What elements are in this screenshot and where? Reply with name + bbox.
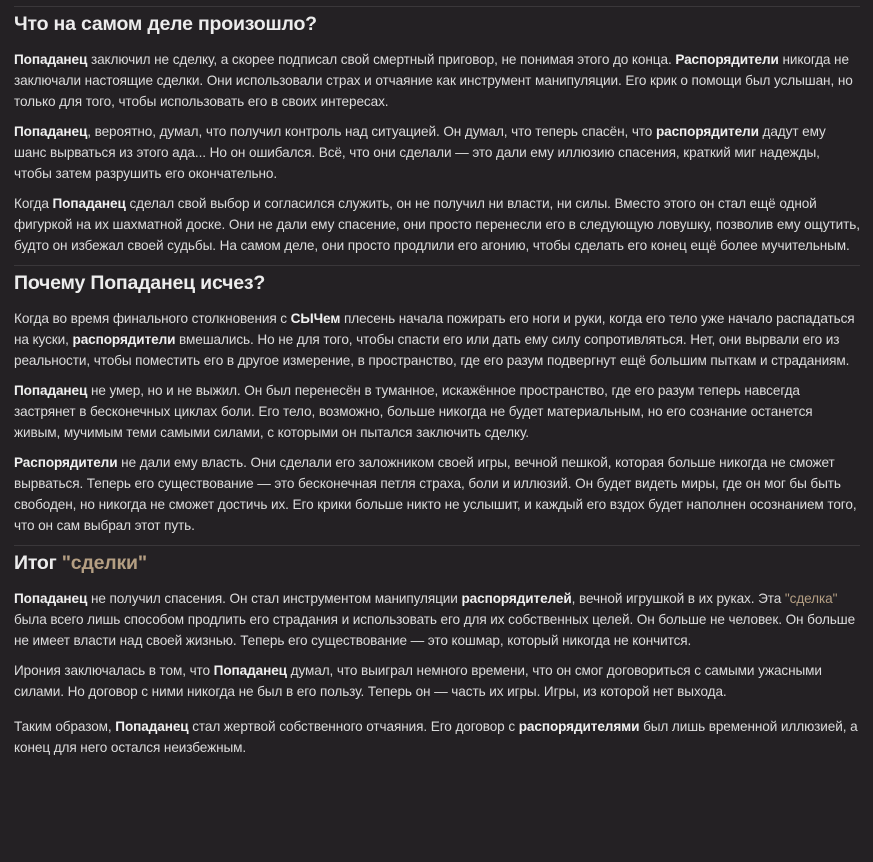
section	[14, 6, 860, 256]
text-segment: был лишь временной иллюзией, а конец для него остался неизбежным.	[14, 719, 858, 755]
section-heading	[14, 270, 860, 296]
bold-text: Попаданец	[213, 663, 287, 678]
text-segment: , вероятно, думал, что получил контроль над ситуацией. Он думал, что теперь спасён, что	[87, 124, 656, 139]
text-segment: , вечной игрушкой в их руках. Эта	[571, 591, 785, 606]
text-segment: вмешались. Но не для того, чтобы спасти его или дать ему силу сопротивляться. Нет, они вырвали его из реальности, чтобы поместить его в другое измерение, в пространство, где его разум подвергнут ещё большим пыткам и страданиям.	[14, 332, 850, 368]
bold-text: Попаданец	[14, 52, 88, 67]
bold-text: распорядители	[72, 332, 176, 347]
bold-text: Попаданец	[115, 719, 189, 734]
bold-text: распорядителей	[461, 591, 572, 606]
bold-text: Попаданец	[52, 196, 126, 211]
bold-text: Попаданец	[14, 591, 88, 606]
text-segment: Когда во время финального столкновения с	[14, 311, 291, 326]
text-segment: плесень начала пожирать его ноги и руки, когда его тело уже начало распадаться на куски,	[14, 311, 855, 347]
paragraph	[14, 380, 860, 443]
text-segment: не получил спасения. Он стал инструментом манипуляции	[87, 591, 462, 606]
paragraph	[14, 193, 860, 256]
bold-text: распорядители	[655, 124, 759, 139]
text-segment: дадут ему шанс вырваться из этого ада... Но он ошибался. Всё, что они сделали — это дали ему иллюзию спасения, краткий миг надежды, чтобы затем разрушить его окончательно.	[14, 124, 826, 181]
paragraph	[14, 452, 860, 536]
paragraph	[14, 588, 860, 651]
quoted-text: "сделки"	[61, 552, 147, 574]
text-segment: никогда не заключали настоящие сделки. Они использовали страх и отчаяние как инструмент манипуляции. Его крик о помощи был услышан, но только для того, чтобы использовать его в своих интересах.	[14, 52, 853, 109]
paragraph	[14, 49, 860, 112]
text-segment: не дали ему власть. Они сделали его заложником своей игры, вечной пешкой, которая больше никогда не сможет вырваться. Теперь его существование — это бесконечная петля страха, боли и иллюзий. Он будет видеть миры, где он мог бы быть свободен, но никогда не сможет достичь их. Его крики больше никто не услышит, и каждый его вздох будет наполнен осознанием того, что он сам выбрал этот путь.	[14, 455, 857, 533]
bold-text: Попаданец	[14, 383, 88, 398]
text-segment: Итог	[14, 552, 62, 574]
bold-text: Попаданец	[14, 124, 88, 139]
paragraph	[14, 121, 860, 184]
text-segment: Что на самом деле произошло?	[14, 13, 317, 35]
text-segment: Почему Попаданец исчез?	[14, 272, 266, 294]
bold-text: Распорядители	[14, 455, 118, 470]
bold-text: Распорядители	[675, 52, 779, 67]
section	[14, 265, 860, 536]
section-heading	[14, 11, 860, 37]
text-segment: думал, что выиграл немного времени, что он смог договориться с самыми ужасными силами. Но договор с ними никогда не был в его пользу. Теперь он — часть их игры. Игры, из которой нет выхода.	[14, 663, 822, 699]
text-segment: заключил не сделку, а скорее подписал свой смертный приговор, не понимая этого до конца.	[87, 52, 676, 67]
bold-text: распорядителями	[518, 719, 640, 734]
text-segment: Таким образом,	[14, 719, 116, 734]
document-content	[0, 6, 873, 758]
quoted-text: "сделка"	[784, 591, 838, 606]
text-segment: не умер, но и не выжил. Он был перенесён в туманное, искажённое пространство, где его разум теперь навсегда застрянет в бесконечных циклах боли. Его тело, возможно, больше никогда не будет материальным, но его сознание останется живым, мучимым теми самыми силами, с которыми он пытался заключить сделку.	[14, 383, 813, 440]
text-segment: сделал свой выбор и согласился служить, он не получил ни власти, ни силы. Вместо этого он стал ещё одной фигуркой на их шахматной доске. Они не дали ему спасение, они просто перенесли его в следующую ловушку, позволив ему ощутить, будто он избежал своей судьбы. На самом деле, они просто продлили его агонию, чтобы сделать его конец ещё более мучительным.	[14, 196, 860, 253]
paragraph	[14, 716, 860, 758]
paragraph	[14, 660, 860, 702]
text-segment: была всего лишь способом продлить его страдания и использовать его для их собственных целей. Он больше не человек. Он больше не имеет власти над своей жизнью. Теперь его существование — это кошмар, который никогда не кончится.	[14, 612, 856, 648]
bold-text: СЫЧем	[290, 311, 341, 326]
text-segment: стал жертвой собственного отчаяния. Его договор с	[188, 719, 519, 734]
section-heading	[14, 550, 860, 576]
text-segment: Ирония заключалась в том, что	[14, 663, 214, 678]
text-segment: Когда	[14, 196, 53, 211]
section	[14, 545, 860, 758]
paragraph	[14, 308, 860, 371]
